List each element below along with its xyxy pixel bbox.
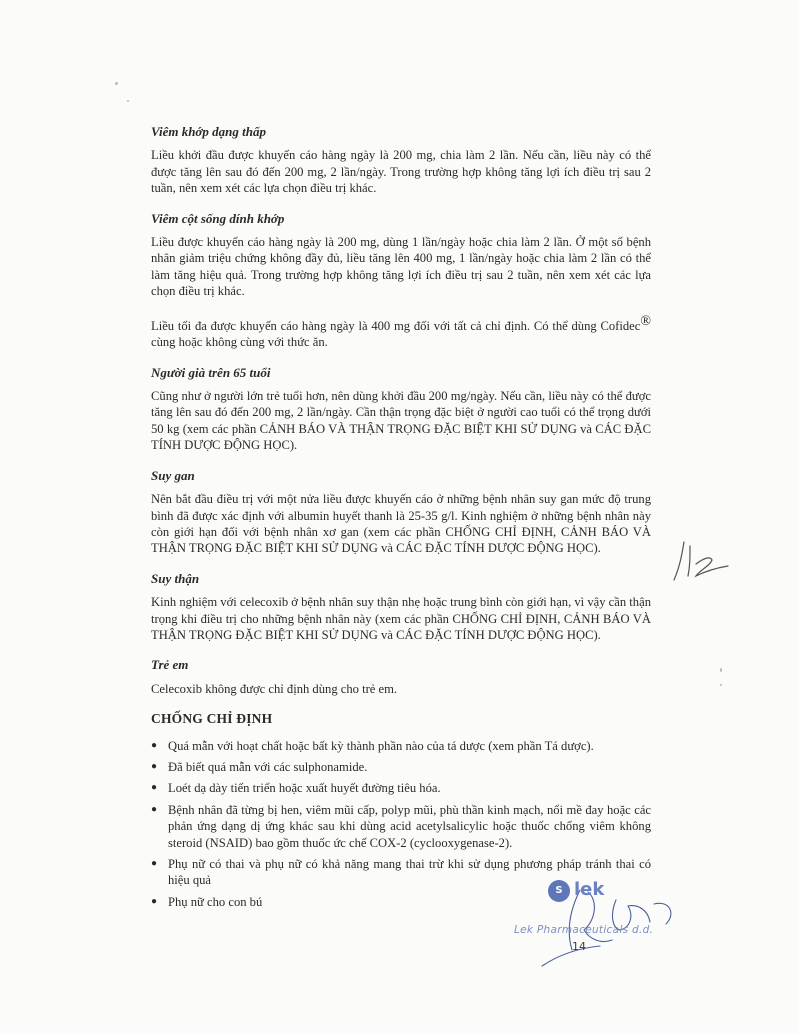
scan-speck (127, 100, 129, 102)
scan-speck (720, 668, 722, 672)
bullet-icon: ● (151, 895, 158, 907)
section-heading: Suy gan (151, 467, 195, 483)
list-item (151, 738, 651, 754)
lek-brand: lek (574, 879, 605, 900)
list-item-text: Loét dạ dày tiến triển hoặc xuất huyết đường tiêu hóa. (168, 781, 441, 796)
list-item-text: Đã biết quá mẫn với các sulphonamide. (168, 759, 368, 774)
section-ankylosing-spondylitis (151, 211, 651, 351)
lek-logo-icon: S (548, 880, 570, 902)
list-item-text: Phụ nữ cho con bú (168, 894, 263, 909)
section-heading: Trẻ em (151, 657, 189, 673)
list-item-text: Phụ nữ có thai và phụ nữ có khả năng mang thai trừ khi sử dụng phương pháp tránh thai có hiệu quả (168, 857, 651, 888)
list-item-text: Bệnh nhân đã từng bị hen, viêm mũi cấp, polyp mũi, phù thần kinh mạch, nổi mề đay hoặc các phản ứng dạng dị ứng khác sau khi dùng acid acetylsalicylic hoặc thuốc chống viêm không steroid (NSAID) bao gồm thuốc ức chế COX-2 (cyclooxygenase-2). (168, 802, 651, 850)
registered-mark: ® (640, 313, 651, 329)
section-heading: Suy thận (151, 570, 200, 586)
list-item (151, 802, 651, 851)
section-paragraph: Celecoxib không được chỉ định dùng cho trẻ em. (151, 681, 398, 696)
list-item-text: Quá mẫn với hoạt chất hoặc bất kỳ thành phần nào của tá dược (xem phần Tá dược). (168, 738, 594, 753)
bullet-icon: ● (151, 739, 158, 751)
section-elderly (151, 365, 651, 454)
section-rheumatoid-arthritis (151, 124, 651, 197)
list-item (151, 780, 651, 796)
company-name: Lek Pharmaceuticals d.d. (514, 924, 654, 936)
section-paragraph: Kinh nghiệm với celecoxib ở bệnh nhân suy thận nhẹ hoặc trung bình còn giới hạn, vì vậy cần thận trọng khi điều trị cho những bệnh nhân này (xem các phần CHỐNG CHỈ ĐỊNH, CẢNH BÁO VÀ THẬN TRỌNG ĐẶC BIỆT KHI SỬ DỤNG và CÁC ĐẶC TÍNH DƯỢC ĐỘNG HỌC). (151, 595, 651, 642)
page-number: 14 (572, 940, 586, 953)
scan-speck (115, 82, 118, 85)
max-dose-text: Liều tối đa được khuyến cáo hàng ngày là 400 mg đối với tất cả chỉ định. Có thể dùng Cofidec (151, 318, 641, 333)
margin-signature-icon (670, 536, 730, 586)
section-paragraph: Nên bắt đầu điều trị với một nửa liều được khuyến cáo ở những bệnh nhân suy gan mức độ trung bình đã được xác định với albumin huyết thanh là 25-35 g/l. Kinh nghiệm ở những bệnh nhân này còn giới hạn đối với bệnh nhân xơ gan (xem các phần CHỐNG CHỈ ĐỊNH, CẢNH BÁO VÀ THẬN TRỌNG ĐẶC BIỆT KHI SỬ DỤNG và CÁC ĐẶC TÍNH DƯỢC ĐỘNG HỌC). (151, 492, 651, 556)
section-hepatic-impairment (151, 468, 651, 557)
max-dose-text-end: cùng hoặc không cùng với thức ăn. (151, 335, 328, 350)
max-dose-paragraph (151, 314, 651, 351)
scan-speck (720, 684, 722, 686)
section-heading: Người già trên 65 tuổi (151, 364, 271, 380)
section-renal-impairment (151, 571, 651, 644)
section-heading: Viêm khớp dạng thấp (151, 124, 266, 139)
list-item (151, 759, 651, 775)
section-paragraph: Liều được khuyến cáo hàng ngày là 200 mg, dùng 1 lần/ngày hoặc chia làm 2 lần. Ở một số bệnh nhân giảm triệu chứng không đầy đủ, liều tăng lên 400 mg, 1 lần/ngày hoặc chia làm 2 lần có thể làm tăng hiệu quả. Trong trường hợp không tăng lợi ích điều trị sau 2 tuần, nên xem xét các lựa chọn điều trị khác. (151, 235, 651, 299)
bullet-icon: ● (151, 858, 158, 869)
bullet-icon: ● (151, 782, 158, 794)
contraindications-title: CHỐNG CHỈ ĐỊNH (151, 711, 273, 727)
section-paragraph: Cũng như ở người lớn trẻ tuổi hơn, nên dùng khởi đầu 200 mg/ngày. Nếu cần, liều này có thể được tăng lên sau đó đến 200 mg, 2 lần/ngày. Cần thận trọng đặc biệt ở người cao tuổi có thể trọng dưới 50 kg (xem các phần CẢNH BÁO VÀ THẬN TRỌNG ĐẶC BIỆT KHI SỬ DỤNG và CÁC ĐẶC TÍNH DƯỢC ĐỘNG HỌC). (151, 389, 651, 453)
section-paragraph: Liều khởi đầu được khuyến cáo hàng ngày là 200 mg, chia làm 2 lần. Nếu cần, liều này có thể được tăng lên sau đó đến 200 mg, 2 lần/ngày. Trong trường hợp không tăng lợi ích điều trị sau 2 tuần, nên xem xét các lựa chọn điều trị khác. (151, 148, 651, 196)
bullet-icon: ● (151, 760, 158, 772)
bullet-icon: ● (151, 803, 158, 815)
section-children (151, 657, 651, 697)
document-body (151, 124, 651, 915)
section-heading: Viêm cột sống dính khớp (151, 210, 285, 226)
